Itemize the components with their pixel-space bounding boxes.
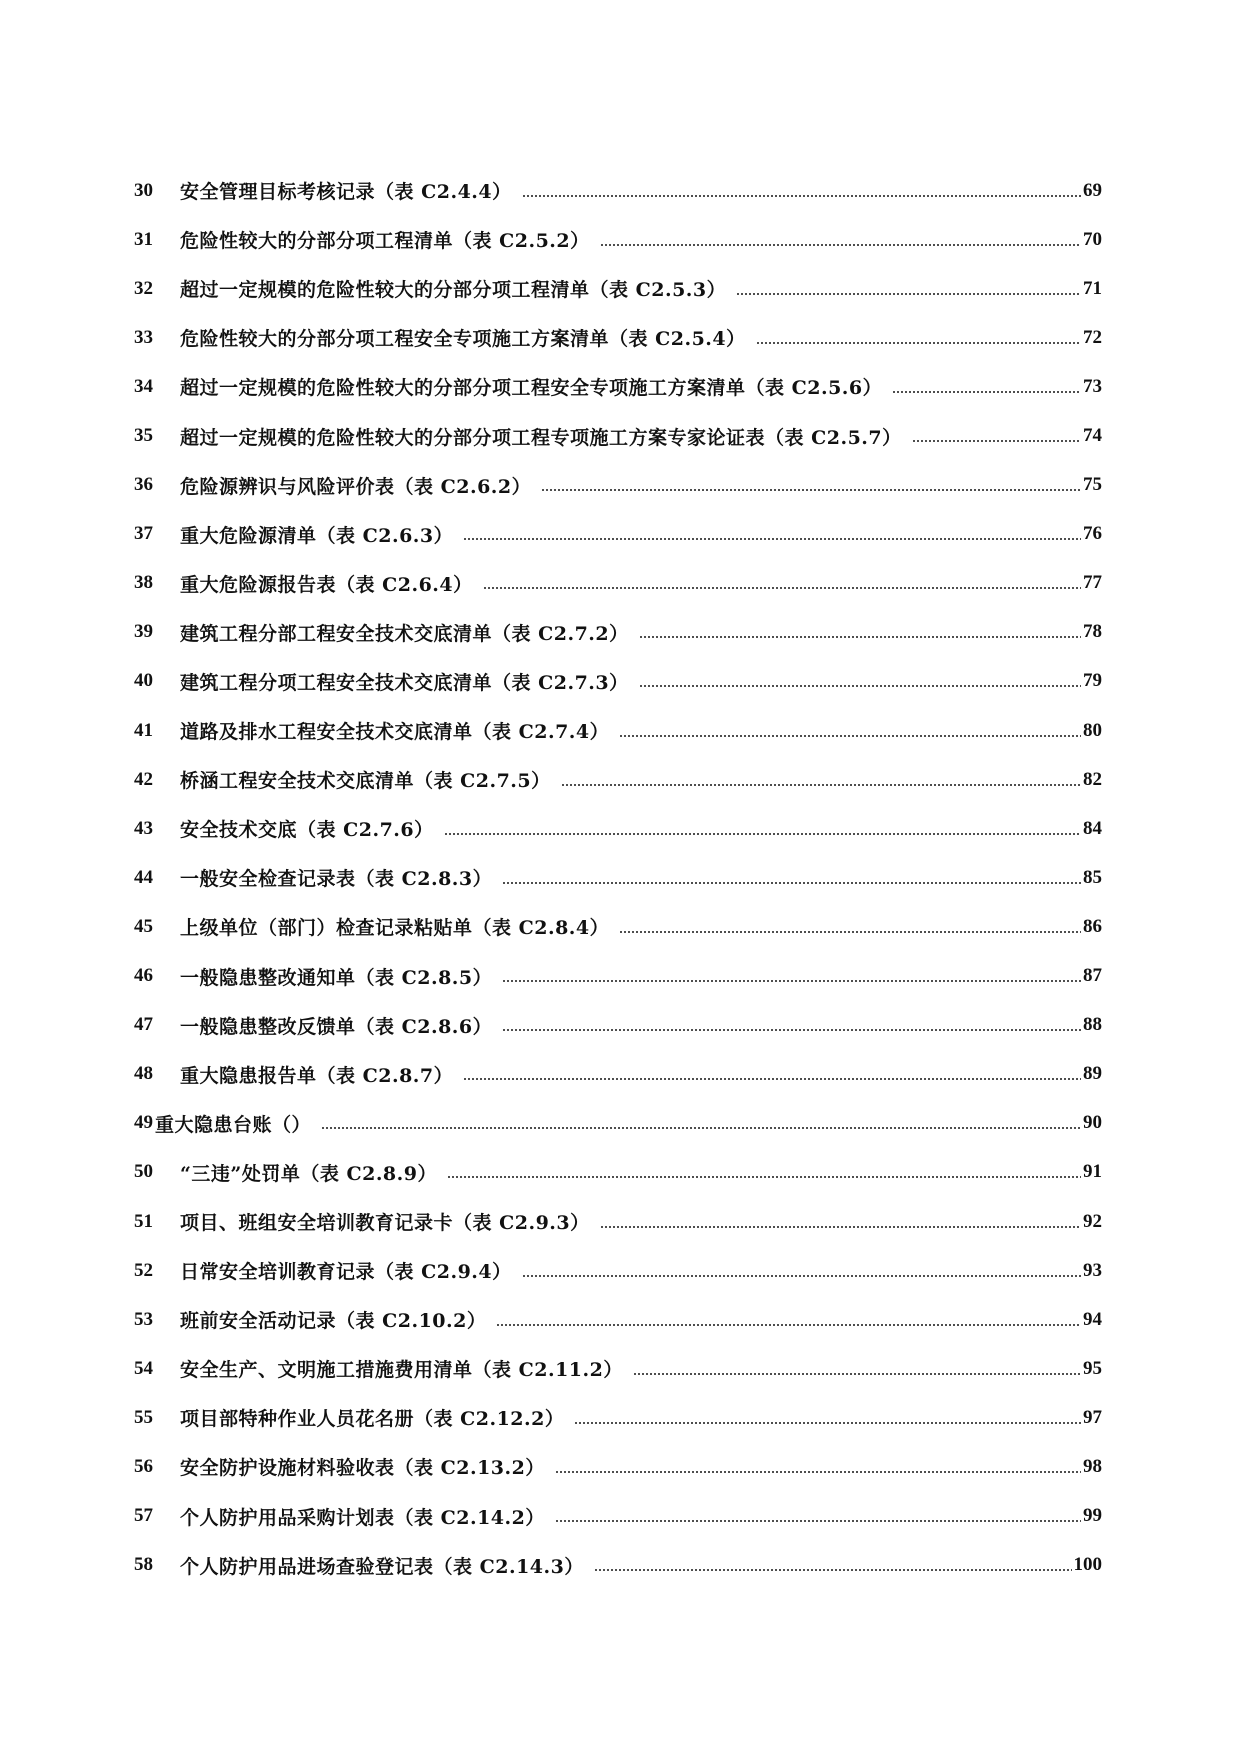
toc-entry-page-number: 70 <box>1083 228 1102 250</box>
toc-entry-page-number: 72 <box>1083 326 1102 348</box>
toc-entry-number: 49 <box>134 1112 153 1134</box>
toc-entry[interactable] <box>134 902 1102 951</box>
toc-entry-title: 重大隐患台账（） <box>155 1113 312 1136</box>
toc-entry-title: 重大危险源清单（表 C2.6.3） <box>180 524 454 547</box>
dot-leader <box>321 1127 1081 1129</box>
toc-entry-page-number: 93 <box>1083 1259 1102 1281</box>
toc-entry-page-number: 100 <box>1073 1554 1102 1576</box>
dot-leader <box>496 1324 1081 1326</box>
toc-entry[interactable] <box>134 215 1102 264</box>
toc-entry-title: “三违”处罚单（表 C2.8.9） <box>180 1162 437 1185</box>
toc-entry-title: 道路及排水工程安全技术交底清单（表 C2.7.4） <box>180 721 610 744</box>
dot-leader <box>600 244 1081 246</box>
toc-entry-page-number: 79 <box>1083 670 1102 692</box>
toc-entry-title: 一般安全检查记录表（表 C2.8.3） <box>180 868 493 891</box>
toc-entry-page-number: 86 <box>1083 915 1102 937</box>
dot-leader <box>463 1078 1081 1080</box>
toc-entry[interactable] <box>134 1099 1102 1148</box>
toc-entry-title: 项目、班组安全培训教育记录卡（表 C2.9.3） <box>180 1212 590 1235</box>
toc-entry[interactable] <box>134 1246 1102 1295</box>
toc-entry-number: 54 <box>134 1357 153 1379</box>
toc-entry-title: 建筑工程分部工程安全技术交底清单（表 C2.7.2） <box>180 622 629 645</box>
toc-entry-number: 37 <box>134 523 153 545</box>
dot-leader <box>736 293 1081 295</box>
toc-entry-title: 桥涵工程安全技术交底清单（表 C2.7.5） <box>180 770 551 793</box>
toc-entry-page-number: 82 <box>1083 768 1102 790</box>
toc-entry-title: 超过一定规模的危险性较大的分部分项工程专项施工方案专家论证表（表 C2.5.7） <box>180 426 902 449</box>
toc-entry[interactable] <box>134 952 1102 1001</box>
toc-entry[interactable] <box>134 1295 1102 1344</box>
dot-leader <box>639 636 1081 638</box>
toc-entry-number: 46 <box>134 965 153 987</box>
dot-leader <box>756 342 1081 344</box>
toc-entry[interactable] <box>134 1050 1102 1099</box>
toc-entry[interactable] <box>134 1148 1102 1197</box>
toc-entry-page-number: 73 <box>1083 375 1102 397</box>
toc-entry-page-number: 90 <box>1083 1112 1102 1134</box>
toc-entry-title: 上级单位（部门）检查记录粘贴单（表 C2.8.4） <box>180 917 610 940</box>
toc-entry[interactable] <box>134 411 1102 460</box>
toc-entry-number: 55 <box>134 1406 153 1428</box>
dot-leader <box>502 882 1081 884</box>
toc-entry-page-number: 80 <box>1083 719 1102 741</box>
toc-entry[interactable] <box>134 1442 1102 1491</box>
toc-entry-title: 重大危险源报告表（表 C2.6.4） <box>180 573 473 596</box>
toc-entry[interactable] <box>134 1393 1102 1442</box>
toc-entry-title: 个人防护用品进场查验登记表（表 C2.14.3） <box>180 1555 584 1578</box>
toc-entry-number: 45 <box>134 915 153 937</box>
dot-leader <box>522 1275 1081 1277</box>
toc-entry-title: 班前安全活动记录（表 C2.10.2） <box>180 1310 487 1333</box>
toc-entry-number: 41 <box>134 719 153 741</box>
dot-leader <box>892 391 1081 393</box>
toc-entry-page-number: 91 <box>1083 1161 1102 1183</box>
toc-entry-number: 44 <box>134 866 153 888</box>
toc-entry-title: 安全防护设施材料验收表（表 C2.13.2） <box>180 1457 545 1480</box>
toc-entry-title: 安全技术交底（表 C2.7.6） <box>180 819 434 842</box>
toc-entry-number: 52 <box>134 1259 153 1281</box>
toc-entry-number: 34 <box>134 375 153 397</box>
toc-entry-number: 57 <box>134 1505 153 1527</box>
toc-entry-title: 项目部特种作业人员花名册（表 C2.12.2） <box>180 1408 565 1431</box>
toc-entry[interactable] <box>134 657 1102 706</box>
dot-leader <box>561 784 1081 786</box>
dot-leader <box>619 931 1081 933</box>
toc-entry-page-number: 71 <box>1083 277 1102 299</box>
toc-entry-title: 重大隐患报告单（表 C2.8.7） <box>180 1064 454 1087</box>
toc-entry-number: 53 <box>134 1308 153 1330</box>
toc-entry[interactable] <box>134 755 1102 804</box>
dot-leader <box>502 1029 1081 1031</box>
dot-leader <box>444 833 1081 835</box>
toc-entry-page-number: 74 <box>1083 425 1102 447</box>
toc-entry-number: 36 <box>134 474 153 496</box>
toc-entry-title: 一般隐患整改反馈单（表 C2.8.6） <box>180 1015 493 1038</box>
toc-entry-page-number: 94 <box>1083 1308 1102 1330</box>
toc-entry-number: 40 <box>134 670 153 692</box>
toc-entry[interactable] <box>134 1197 1102 1246</box>
toc-entry-page-number: 85 <box>1083 866 1102 888</box>
toc-entry-title: 超过一定规模的危险性较大的分部分项工程清单（表 C2.5.3） <box>180 279 727 302</box>
toc-entry-number: 35 <box>134 425 153 447</box>
toc-entry-title: 一般隐患整改通知单（表 C2.8.5） <box>180 966 493 989</box>
toc-entry-page-number: 92 <box>1083 1210 1102 1232</box>
dot-leader <box>600 1226 1081 1228</box>
toc-entry-page-number: 99 <box>1083 1505 1102 1527</box>
toc-entry-number: 30 <box>134 179 153 201</box>
toc-entry-title: 超过一定规模的危险性较大的分部分项工程安全专项施工方案清单（表 C2.5.6） <box>180 377 883 400</box>
toc-entry-page-number: 69 <box>1083 179 1102 201</box>
dot-leader <box>912 440 1081 442</box>
toc-entry-number: 31 <box>134 228 153 250</box>
dot-leader <box>633 1373 1081 1375</box>
toc-entry-number: 33 <box>134 326 153 348</box>
toc-entry[interactable] <box>134 1492 1102 1541</box>
toc-entry[interactable] <box>134 264 1102 313</box>
toc-entry-title: 危险源辨识与风险评价表（表 C2.6.2） <box>180 475 532 498</box>
toc-entry-page-number: 75 <box>1083 474 1102 496</box>
toc-entry-number: 50 <box>134 1161 153 1183</box>
toc-entry-number: 51 <box>134 1210 153 1232</box>
toc-entry-page-number: 97 <box>1083 1406 1102 1428</box>
dot-leader <box>555 1520 1081 1522</box>
toc-entry-page-number: 84 <box>1083 817 1102 839</box>
toc-entry-title: 危险性较大的分部分项工程清单（表 C2.5.2） <box>180 230 590 253</box>
toc-entry[interactable] <box>134 461 1102 510</box>
toc-entry[interactable] <box>134 510 1102 559</box>
toc-entry-number: 32 <box>134 277 153 299</box>
table-of-contents <box>134 166 1102 1590</box>
toc-entry[interactable] <box>134 362 1102 411</box>
toc-entry[interactable] <box>134 559 1102 608</box>
toc-entry-number: 58 <box>134 1554 153 1576</box>
toc-entry-page-number: 98 <box>1083 1455 1102 1477</box>
toc-entry-page-number: 87 <box>1083 965 1102 987</box>
toc-entry[interactable] <box>134 608 1102 657</box>
toc-entry[interactable] <box>134 706 1102 755</box>
dot-leader <box>594 1569 1072 1571</box>
toc-entry-page-number: 88 <box>1083 1014 1102 1036</box>
dot-leader <box>619 735 1081 737</box>
toc-entry-title: 危险性较大的分部分项工程安全专项施工方案清单（表 C2.5.4） <box>180 328 746 351</box>
toc-entry-title: 建筑工程分项工程安全技术交底清单（表 C2.7.3） <box>180 671 629 694</box>
toc-entry[interactable] <box>134 853 1102 902</box>
dot-leader <box>555 1471 1081 1473</box>
toc-entry-page-number: 76 <box>1083 523 1102 545</box>
toc-entry-number: 47 <box>134 1014 153 1036</box>
dot-leader <box>639 685 1081 687</box>
toc-entry-title: 安全管理目标考核记录（表 C2.4.4） <box>180 181 512 204</box>
toc-entry-number: 56 <box>134 1455 153 1477</box>
dot-leader <box>574 1422 1081 1424</box>
toc-entry-page-number: 95 <box>1083 1357 1102 1379</box>
toc-entry[interactable] <box>134 166 1102 215</box>
toc-entry-title: 安全生产、文明施工措施费用清单（表 C2.11.2） <box>180 1359 623 1382</box>
toc-entry-number: 42 <box>134 768 153 790</box>
toc-entry-page-number: 77 <box>1083 572 1102 594</box>
toc-entry-page-number: 89 <box>1083 1063 1102 1085</box>
dot-leader <box>522 195 1081 197</box>
dot-leader <box>502 980 1081 982</box>
toc-entry[interactable] <box>134 1344 1102 1393</box>
toc-entry-number: 43 <box>134 817 153 839</box>
dot-leader <box>541 489 1081 491</box>
toc-entry[interactable] <box>134 1001 1102 1050</box>
toc-entry-title: 个人防护用品采购计划表（表 C2.14.2） <box>180 1506 545 1529</box>
dot-leader <box>483 587 1081 589</box>
toc-entry-number: 38 <box>134 572 153 594</box>
dot-leader <box>463 538 1081 540</box>
dot-leader <box>447 1176 1081 1178</box>
toc-entry[interactable] <box>134 1541 1102 1590</box>
toc-entry-page-number: 78 <box>1083 621 1102 643</box>
toc-entry[interactable] <box>134 313 1102 362</box>
toc-entry-number: 48 <box>134 1063 153 1085</box>
toc-entry-title: 日常安全培训教育记录（表 C2.9.4） <box>180 1261 512 1284</box>
toc-entry[interactable] <box>134 804 1102 853</box>
toc-entry-number: 39 <box>134 621 153 643</box>
